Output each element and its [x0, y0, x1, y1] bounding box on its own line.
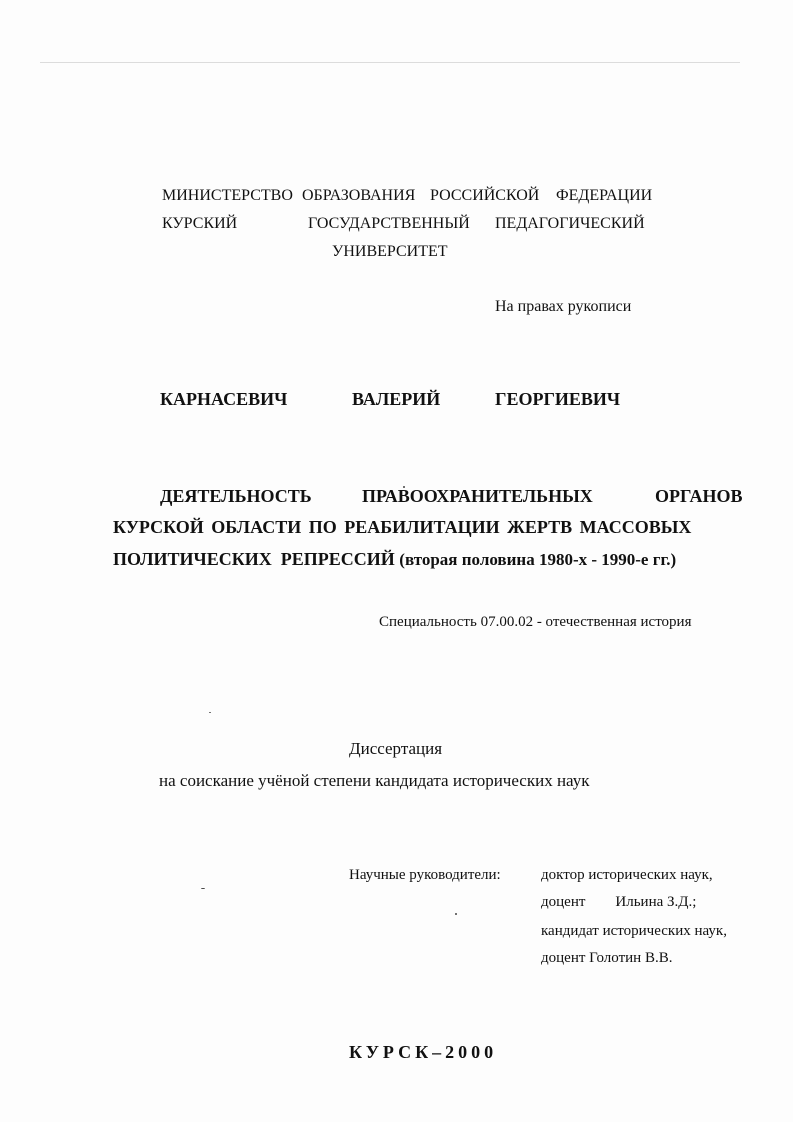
supervisors-label: Научные руководители: [349, 867, 501, 883]
specialty: Специальность 07.00.02 - отечественная история [379, 614, 692, 630]
dissertation-degree: на соискание учёной степени кандидата исторических наук [159, 771, 590, 790]
scan-speck [209, 712, 211, 713]
header-education: ОБРАЗОВАНИЯ [302, 187, 416, 204]
title-line-2: КУРСКОЙ ОБЛАСТИ ПО РЕАБИЛИТАЦИИ ЖЕРТВ МАССОВЫХ [113, 517, 692, 537]
header-russian: РОССИЙСКОЙ [430, 187, 540, 204]
scan-speck [201, 888, 205, 889]
supervisor-line-2: доцент Ильина З.Д.; [541, 894, 697, 910]
title-line-3 [113, 549, 676, 570]
scan-speck [455, 913, 457, 915]
dissertation-label: Диссертация [349, 739, 443, 758]
header-university: УНИВЕРСИТЕТ [332, 243, 448, 260]
footer-city-year: КУРСК–2000 [349, 1042, 498, 1062]
supervisor-line-1: доктор исторических наук, [541, 867, 713, 883]
title-word-activity: ДЕЯТЕЛЬНОСТЬ [160, 486, 312, 506]
header-kursk: КУРСКИЙ [162, 215, 238, 232]
header-pedagogical: ПЕДАГОГИЧЕСКИЙ [495, 215, 645, 232]
title-word-law-enforcement: ПРАВООХРАНИТЕЛЬНЫХ [362, 486, 593, 506]
author-patronymic: ГЕОРГИЕВИЧ [495, 389, 621, 409]
author-name: ВАЛЕРИЙ [352, 389, 441, 409]
title-repressions: ПОЛИТИЧЕСКИХ РЕПРЕССИЙ [113, 549, 395, 569]
supervisor-line-4: доцент Голотин В.В. [541, 950, 673, 966]
header-state: ГОСУДАРСТВЕННЫЙ [308, 215, 470, 232]
manuscript-note: На правах рукописи [495, 298, 632, 315]
header-ministry: МИНИСТЕРСТВО [162, 187, 293, 204]
title-word-bodies: ОРГАНОВ [655, 486, 743, 506]
header-federation: ФЕДЕРАЦИИ [556, 187, 653, 204]
author-surname: КАРНАСЕВИЧ [160, 389, 288, 409]
supervisor-line-3: кандидат исторических наук, [541, 923, 727, 939]
scan-line [40, 62, 740, 63]
title-period: (вторая половина 1980-х - 1990-е гг.) [399, 550, 677, 569]
